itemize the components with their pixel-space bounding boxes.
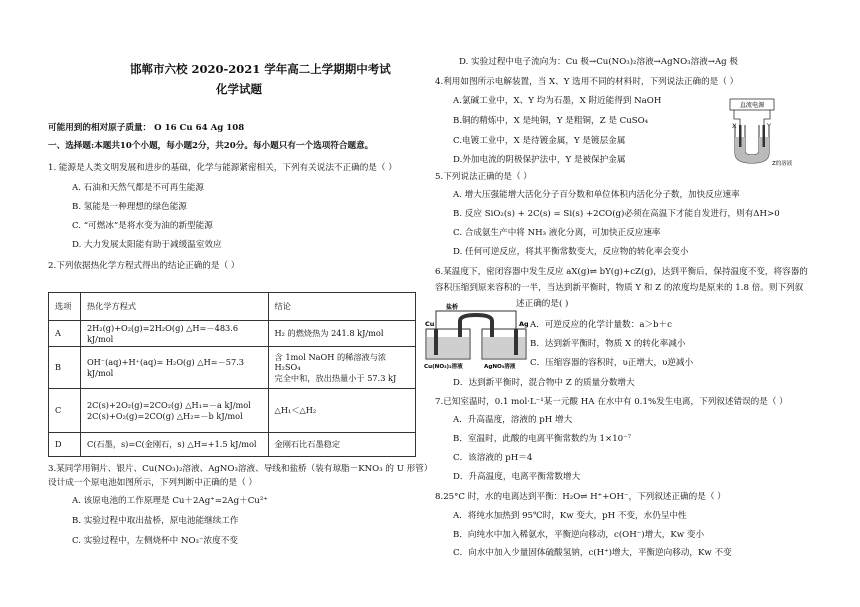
table-cell-option: B <box>49 347 81 389</box>
salt-bridge-label: 盐桥 <box>446 304 459 311</box>
table-row <box>49 389 416 433</box>
q8-stem: 8.25°C 时，水的电离达到平衡：H₂O⇌ H⁺+OH⁻，下列叙述正确的是（ ） <box>435 492 726 502</box>
q6-option-b: B．达到新平衡时，物质 X 的转化率减小 <box>530 339 686 349</box>
solution-label: Z的溶液 <box>772 161 792 167</box>
q6-option-d: D．达到新平衡时，混合物中 Z 的质量分数增大 <box>453 378 635 388</box>
table-cell-equation: OH⁻(aq)+H⁺(aq)= H₂O(g) △H=－57.3 kJ/mol <box>80 347 268 389</box>
exam-subtitle: 化学试题 <box>216 82 262 96</box>
table-cell-option: D <box>49 433 81 457</box>
q3-option-d: D. 实验过程中电子流向为：Cu 极→Cu(NO₃)₂溶液→AgNO₃溶液→Ag 极 <box>459 57 739 67</box>
copper-label: Cu <box>425 320 435 328</box>
q3-option-b: B. 实验过程中取出盐桥，原电池能继续工作 <box>72 516 239 526</box>
q8-option-b: B．向纯水中加入稀氨水，平衡逆向移动，c(OH⁻)增大，Kw 变小 <box>453 530 705 540</box>
u-tube-inner <box>745 125 759 155</box>
electrode-x <box>739 125 742 147</box>
left-solution-label: Cu(NO₃)₂溶液 <box>424 364 463 370</box>
q1-stem: 1. 能源是人类文明发展和进步的基础，化学与能源紧密相关，下列有关说法不正确的是（ ） <box>48 163 397 173</box>
electrode-y <box>763 125 766 147</box>
q7-stem: 7.已知室温时，0.1 mol·L⁻¹某一元酸 HA 在水中有 0.1%发生电离，下列叙述错误的是（ ） <box>435 397 788 407</box>
q5-stem: 5.下列说法正确的是（ ） <box>435 172 532 182</box>
table-row <box>49 347 416 389</box>
table-cell-conclusion: △H₁＜△H₂ <box>268 389 415 433</box>
table-cell-equation <box>80 389 268 433</box>
q3-stem-line1: 3.某同学用铜片、银片、Cu(NO₃)₂溶液、AgNO₃溶液、导线和盐桥（装有琼脂－KNO₃ 的 U 形管） <box>48 464 433 474</box>
table-header: 选项 <box>49 293 81 321</box>
q4-option-a: A.氯碱工业中，X、Y 均为石墨，X 附近能得到 NaOH <box>453 96 662 106</box>
q7-option-b: B．室温时，此酸的电离平衡常数约为 1×10⁻⁷ <box>453 434 632 444</box>
power-supply-label: 直流电源 <box>739 102 765 109</box>
q3-option-c: C. 实验过程中，左侧烧杯中 NO₃⁻浓度不变 <box>72 536 238 546</box>
table-cell-equation: 2H₂(g)+O₂(g)=2H₂O(g) △H=－483.6 kJ/mol <box>80 321 268 347</box>
q4-option-b: B.铜的精炼中，X 是纯铜，Y 是粗铜，Z 是 CuSO₄ <box>453 116 649 126</box>
q1-option-d: D. 大力发展太阳能有助于减缓温室效应 <box>72 240 222 250</box>
q5-option-c: C. 合成氨生产中将 NH₃ 液化分离，可加快正反应速率 <box>453 228 661 238</box>
q4-stem: 4.利用如图所示电解装置，当 X、Y 选用不同的材料时，下列说法正确的是（ ） <box>435 77 739 87</box>
table-row <box>49 433 416 457</box>
silver-label: Ag <box>519 320 528 328</box>
q6-stem-line1: 6.某温度下，密闭容器中发生反应 aX(g)⇌ bY(g)+cZ(g)，达到平衡后，保持温度不变，将容器的 <box>435 267 808 277</box>
q4-option-c: C.电镀工业中，X 是待镀金属，Y 是镀层金属 <box>453 136 626 146</box>
table-header: 结论 <box>268 293 415 321</box>
right-solution <box>483 337 525 358</box>
q1-option-a: A. 石油和天然气都是不可再生能源 <box>72 183 204 193</box>
q6-option-a: A．可逆反应的化学计量数：a＞b＋c <box>530 320 672 330</box>
q8-option-a: A．将纯水加热到 95℃时，Kw 变大，pH 不变，水仍呈中性 <box>453 511 687 521</box>
electrode-x-label: X <box>732 122 737 130</box>
table-header-row <box>49 293 416 321</box>
table-cell-option: C <box>49 389 81 433</box>
q2-stem: 2.下列依据热化学方程式得出的结论正确的是（ ） <box>48 261 240 271</box>
right-solution-label: AgNO₃溶液 <box>484 364 516 370</box>
left-solution <box>427 337 469 358</box>
table-cell-conclusion: 金刚石比石墨稳定 <box>268 433 415 457</box>
electrode-y-label: Y <box>767 122 771 130</box>
q3-stem-line2: 设计成一个原电池如图所示，下列判断中正确的是（ ） <box>48 478 257 488</box>
q1-option-c: C. “可燃冰”是将水变为油的新型能源 <box>72 221 213 231</box>
atomic-masses: 可能用到的相对原子质量： O 16 Cu 64 Ag 108 <box>48 123 245 133</box>
q7-option-a: A．升高温度，溶液的 pH 增大 <box>453 415 573 425</box>
q6-stem-line3: 述正确的是( ) <box>516 299 569 309</box>
conclusion-line: 完全中和，放出热量小于 57.3 kJ <box>274 373 397 384</box>
table-cell-equation: C(石墨，s)=C(金刚石，s) △H=+1.5 kJ/mol <box>80 433 268 457</box>
galvanic-cell-diagram <box>424 303 528 371</box>
q6-option-c: C．压缩容器的容积时，υ正增大，υ逆减小 <box>530 358 694 368</box>
q7-option-c: C．该溶液的 pH＝4 <box>453 453 533 463</box>
equation-line: 2C(s)+O₂(g)=2CO(g) △H₂=－b kJ/mol <box>86 410 243 421</box>
q1-option-b: B. 氢能是一种理想的绿色能源 <box>72 202 187 212</box>
exam-title: 邯郸市六校 2020-2021 学年高二上学期期中考试 <box>130 62 391 76</box>
table-cell-conclusion <box>268 347 415 389</box>
table-row <box>49 321 416 347</box>
q4-option-d: D.外加电流的阴极保护法中，Y 是被保护金属 <box>453 155 626 165</box>
galvanic-cell-figure <box>424 303 528 371</box>
copper-electrode <box>434 329 438 355</box>
equation-line: 2C(s)+2O₂(g)=2CO₂(g) △H₁=－a kJ/mol <box>86 400 251 411</box>
q5-option-b: B. 反应 SiO₂(s) + 2C(s) = Si(s) +2CO(g)必须在高温下才能自发进行，则有ΔH>0 <box>453 209 780 219</box>
q7-option-d: D．升高温度，电离平衡常数增大 <box>453 472 581 482</box>
electrolysis-diagram <box>712 97 792 169</box>
section-heading: 一、选择题:本题共10个小题，每小题2分，共20分。每小题只有一个选项符合题意。 <box>48 141 374 151</box>
silver-electrode <box>514 329 518 355</box>
q5-option-a: A. 增大压强能增大活化分子百分数和单位体积内活化分子数，加快反应速率 <box>453 190 740 200</box>
q6-stem-line2: 容积压缩到原来容积的一半，当达到新平衡时，物质 Y 和 Z 的浓度均是原来的 1.8 倍。则下列叙 <box>435 283 804 293</box>
q3-option-a: A. 该原电池的工作原理是 Cu＋2Ag⁺=2Ag＋Cu²⁺ <box>72 496 268 506</box>
table-cell-option: A <box>49 321 81 347</box>
table-header: 热化学方程式 <box>80 293 268 321</box>
q8-option-c: C．向水中加入少量固体硫酸氢钠，c(H⁺)增大，平衡逆向移动，Kw 不变 <box>453 548 732 558</box>
conclusion-line: 含 1mol NaOH 的稀溶液与浓 H₂SO₄ <box>274 351 387 373</box>
q2-table <box>48 292 416 457</box>
q5-option-d: D. 任何可逆反应，将其平衡常数变大，反应物的转化率会变小 <box>453 247 689 257</box>
table-cell-conclusion: H₂ 的燃烧热为 241.8 kJ/mol <box>268 321 415 347</box>
electrolysis-figure <box>712 97 792 169</box>
